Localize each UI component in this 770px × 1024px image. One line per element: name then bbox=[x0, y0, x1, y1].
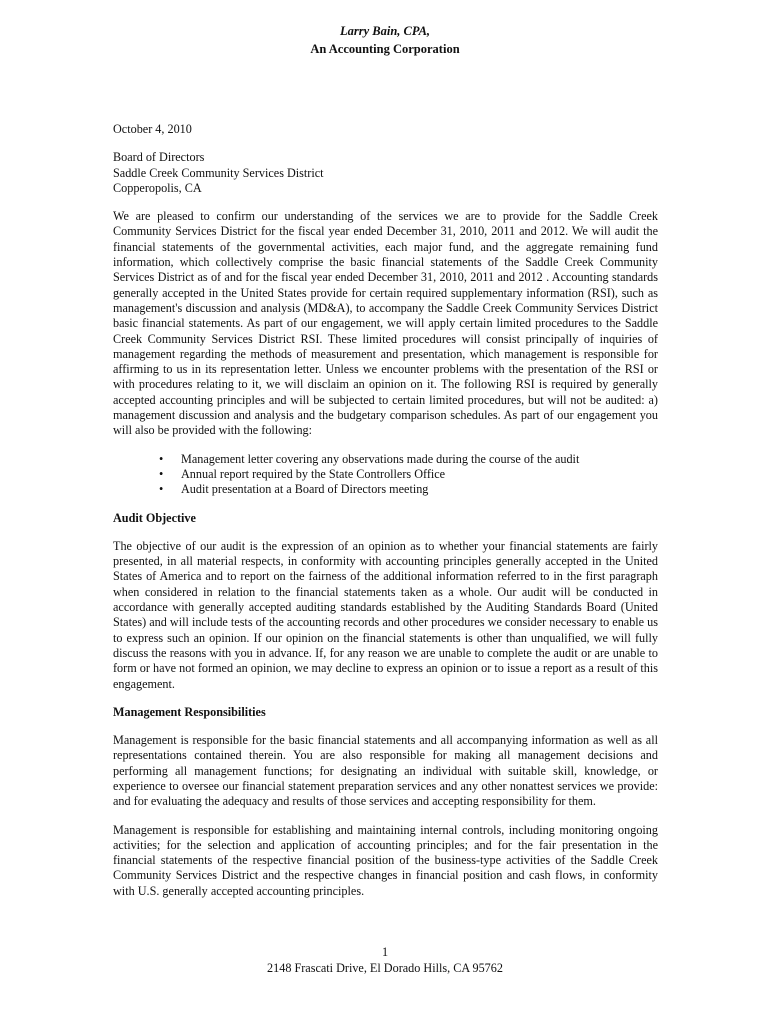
letter-body bbox=[113, 122, 658, 912]
page-number: 1 bbox=[381, 945, 389, 959]
bullet-icon: • bbox=[159, 451, 164, 466]
list-item bbox=[113, 467, 658, 482]
internal-controls-paragraph: Management is responsible for establishing and maintaining internal controls, including monitoring ongoing activities; for the selection and application of accounting principles; and for the fair presentation in the financial statements of the respective financial position of the business-type activities of the Saddle Creek Community Services District and the respective changes in financial position and cash flows, in conformity with U.S. generally accepted accounting principles. bbox=[113, 822, 658, 898]
list-item-text: Annual report required by the State Controllers Office bbox=[181, 466, 446, 481]
letter-date: October 4, 2010 bbox=[113, 122, 192, 136]
bullet-icon: • bbox=[159, 466, 164, 481]
section-heading-management-responsibilities: Management Responsibilities bbox=[113, 704, 266, 719]
firm-name: Larry Bain, CPA, bbox=[339, 24, 431, 38]
letterhead bbox=[0, 22, 770, 58]
list-item-text: Audit presentation at a Board of Directors meeting bbox=[181, 482, 429, 497]
list-item bbox=[113, 452, 658, 467]
firm-address: 2148 Frascati Drive, El Dorado Hills, CA 95762 bbox=[267, 961, 503, 975]
list-item-text: Management letter covering any observations made during the course of the audit bbox=[181, 451, 580, 466]
intro-paragraph: We are pleased to confirm our understanding of the services we are to provide for the Saddle Creek Community Services District for the fiscal year ended December 31, 2010, 2011 and 2012. We will audit the financial statements of the governmental activities, each major fund, and the aggregate remaining fund information, which collectively comprise the basic financial statements of the Saddle Creek Community Services District as of and for the fiscal year ended December 31, 2010, 2011 and 2012 . Accounting standards generally accepted in the United States provide for certain required supplementary information (RSI), such as management's discussion and analysis (MD&A), to accompany the Saddle Creek Community Services District basic financial statements. As part of our engagement, we will apply certain limited procedures to the Saddle Creek Community Services District RSI. These limited procedures will consist principally of inquiries of management regarding the methods of measurement and presentation, which management is responsible for affirming to us in its representation letter. Unless we encounter problems with the presentation of the RSI or with procedures relating to it, we will disclaim an opinion on it. The following RSI is required by generally accepted accounting principles and will be subjected to certain limited procedures, but will not be audited: a) management discussion and analysis and the budgetary comparison schedules. As part of our engagement you will also be provided with the following: bbox=[113, 209, 658, 438]
management-responsibilities-paragraph: Management is responsible for the basic financial statements and all accompanying information as well as all representations contained therein. You are also responsible for making all management decisions and performing all management functions; for designating an individual with suitable skill, knowledge, or experience to oversee our financial statement preparation services and any other nonattest services we provide: and for evaluating the adequacy and results of those services and accepting responsibility for them. bbox=[113, 733, 658, 809]
recipient-address bbox=[113, 150, 658, 196]
list-item bbox=[113, 482, 658, 497]
address-line: Board of Directors bbox=[113, 150, 205, 165]
section-heading-audit-objective: Audit Objective bbox=[113, 510, 196, 525]
firm-subtitle: An Accounting Corporation bbox=[310, 42, 460, 56]
address-line: Saddle Creek Community Services District bbox=[113, 165, 324, 180]
address-line: Copperopolis, CA bbox=[113, 180, 202, 195]
services-list bbox=[113, 452, 658, 498]
audit-objective-paragraph: The objective of our audit is the expression of an opinion as to whether your financial statements are fairly presented, in all material respects, in conformity with accounting principles generally accepted in the United States of America and to report on the fairness of the additional information referred to in the first paragraph when considered in relation to the financial statements taken as a whole. Our audit will be conducted in accordance with generally accepted auditing standards established by the Auditing Standards Board (United States) and will include tests of the accounting records and other procedures we consider necessary to enable us to express such an opinion. If our opinion on the financial statements is other than unqualified, we will fully discuss the reasons with you in advance. If, for any reason we are unable to complete the audit or are unable to form or have not formed an opinion, we may decline to express an opinion or to issue a report as a result of this engagement. bbox=[113, 538, 658, 691]
bullet-icon: • bbox=[159, 482, 164, 497]
page-footer bbox=[0, 944, 770, 976]
